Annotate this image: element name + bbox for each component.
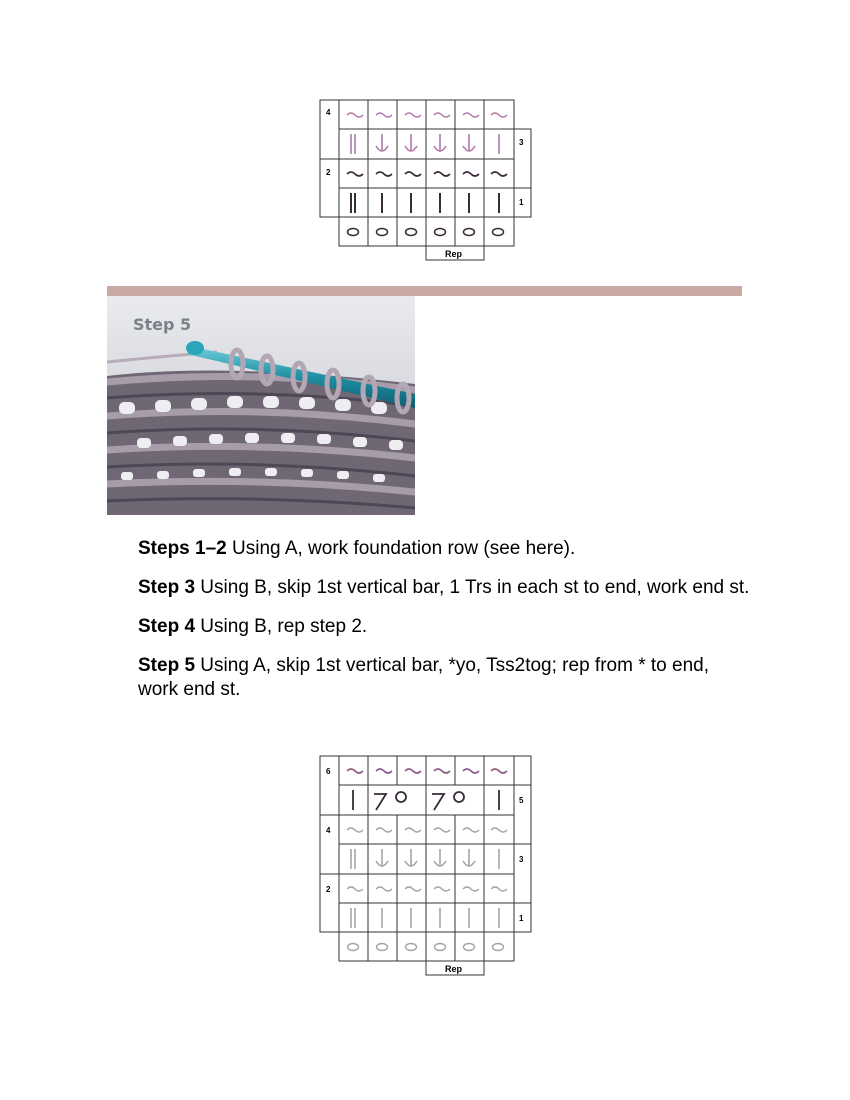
step-title: Steps 1–2 bbox=[138, 538, 227, 559]
step-item bbox=[138, 537, 753, 561]
step-title: Step 4 bbox=[138, 616, 196, 637]
row-label: 2 bbox=[326, 885, 331, 894]
step-item bbox=[138, 615, 753, 639]
instructions bbox=[138, 537, 753, 717]
row-2-stitches bbox=[347, 172, 507, 176]
step-title: Step 3 bbox=[138, 577, 196, 598]
step-text: Using A, work foundation row (see here). bbox=[226, 538, 576, 559]
row-2-stitches bbox=[347, 887, 507, 891]
step-item bbox=[138, 576, 753, 600]
row-label: 6 bbox=[326, 767, 331, 776]
step-text: Using B, rep step 2. bbox=[195, 616, 368, 637]
row-label: 3 bbox=[519, 855, 524, 864]
row-label: 2 bbox=[326, 168, 331, 177]
row-label: 4 bbox=[326, 108, 331, 117]
row-3-stitches bbox=[351, 849, 499, 869]
row-label: 1 bbox=[519, 914, 524, 923]
photo-step-label: Step 5 bbox=[133, 315, 192, 334]
step-title: Step 5 bbox=[138, 655, 196, 676]
top-stitch-chart bbox=[318, 98, 534, 262]
row-label: 1 bbox=[519, 198, 524, 207]
row-3-stitches bbox=[351, 134, 499, 154]
row-4-stitches bbox=[347, 113, 507, 117]
row-label: 3 bbox=[519, 138, 524, 147]
row-6-stitches bbox=[347, 769, 507, 773]
rep-label: Rep bbox=[445, 964, 463, 974]
step-item bbox=[138, 654, 753, 702]
row-4-stitches bbox=[347, 828, 507, 832]
step-text: Using B, skip 1st vertical bar, 1 Trs in each st to end, work end st. bbox=[195, 577, 750, 598]
row-label: 4 bbox=[326, 826, 331, 835]
rep-label: Rep bbox=[445, 249, 463, 259]
row-label: 5 bbox=[519, 796, 524, 805]
row-1-stitches bbox=[351, 193, 499, 213]
step-5-photo bbox=[107, 296, 415, 515]
bottom-stitch-chart bbox=[318, 754, 534, 978]
step-text: Using A, skip 1st vertical bar, *yo, Tss2tog; rep from * to end, work end st. bbox=[138, 655, 709, 700]
row-1-stitches bbox=[351, 908, 499, 928]
section-divider bbox=[107, 286, 742, 296]
